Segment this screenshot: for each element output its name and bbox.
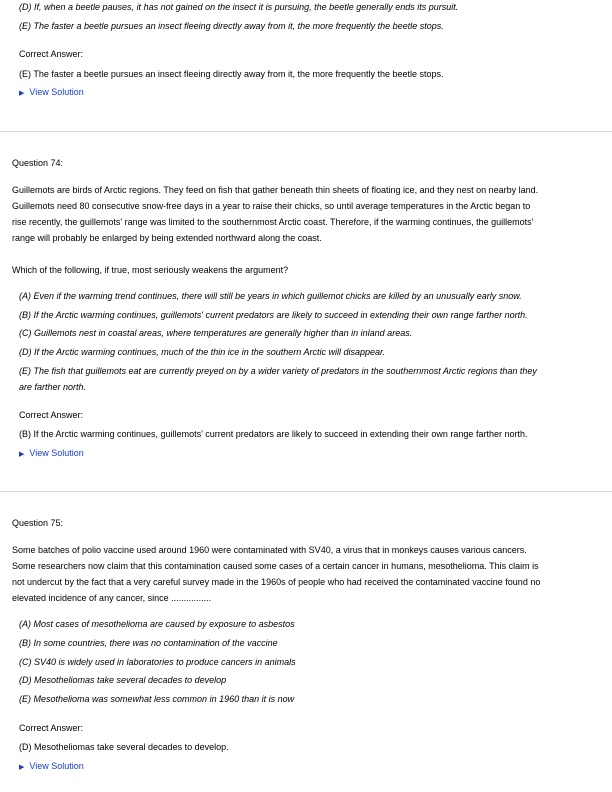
option-e: (E) Mesothelioma was somewhat less common in 1960 than it is now <box>19 694 295 704</box>
question-stem-line: Guillemots are birds of Arctic regions. They feed on fish that gather beneath thin sheets of floating ice, and they nest on nearby land. <box>12 185 539 195</box>
question-stem-line: Guillemots need 80 consecutive snow-free days in a year to raise their chicks, so until average temperatures in the Arctic began to <box>12 201 531 211</box>
view-solution-label: View Solution <box>29 87 84 97</box>
option-d: (D) If, when a beetle pauses, it has not gained on the insect it is pursuing, the beetle generally ends its pursuit. <box>19 2 459 12</box>
correct-answer-text: (D) Mesotheliomas take several decades to develop. <box>19 742 229 752</box>
triangle-right-icon: ▶ <box>19 90 25 97</box>
option-c: (C) SV40 is widely used in laboratories to produce cancers in animals <box>19 657 296 667</box>
question-stem-line: not undercut by the fact that a very careful survey made in the 1960s of people who had received the contaminated vaccine found no <box>12 577 541 587</box>
correct-answer-text: (B) If the Arctic warming continues, guillemots' current predators are likely to succeed in extending their own range farther north. <box>19 429 528 439</box>
triangle-right-icon: ▶ <box>19 764 25 771</box>
option-d: (D) Mesotheliomas take several decades to develop <box>19 675 227 685</box>
option-a: (A) Most cases of mesothelioma are caused by exposure to asbestos <box>19 619 295 629</box>
option-d: (D) If the Arctic warming continues, much of the thin ice in the southern Arctic will disappear. <box>19 347 386 357</box>
question-stem-line: rise recently, the guillemots' range was limited to the southernmost Arctic coast. Therefore, if the warming continues, the guillemots' <box>12 217 534 227</box>
correct-answer-text: (E) The faster a beetle pursues an insect fleeing directly away from it, the more frequently the beetle stops. <box>19 69 444 79</box>
view-solution-link[interactable] <box>19 447 84 461</box>
question-stem-line: elevated incidence of any cancer, since ................ <box>12 593 212 603</box>
divider <box>0 131 612 132</box>
option-e-continued: are farther north. <box>19 382 87 392</box>
question-stem-line: Some researchers now claim that this contamination caused some cases of a certain cancer in humans, mesothelioma. This claim is <box>12 561 539 571</box>
question-prompt: Which of the following, if true, most seriously weakens the argument? <box>12 265 289 275</box>
view-solution-link[interactable] <box>19 86 84 100</box>
question-title: Question 75: <box>12 518 64 528</box>
option-a: (A) Even if the warming trend continues, there will still be years in which guillemot chicks are killed by an unusually early snow. <box>19 291 522 301</box>
option-b: (B) If the Arctic warming continues, guillemots' current predators are likely to succeed in extending their own range farther north. <box>19 310 528 320</box>
view-solution-link[interactable] <box>19 760 84 774</box>
correct-answer-label: Correct Answer: <box>19 49 84 59</box>
option-e: (E) The faster a beetle pursues an insect fleeing directly away from it, the more frequently the beetle stops. <box>19 21 444 31</box>
option-b: (B) In some countries, there was no contamination of the vaccine <box>19 638 278 648</box>
option-e: (E) The fish that guillemots eat are currently preyed on by a wider variety of predators in the southernmost Arctic regions than they <box>19 366 537 376</box>
option-c: (C) Guillemots nest in coastal areas, where temperatures are generally higher than in inland areas. <box>19 328 413 338</box>
triangle-right-icon: ▶ <box>19 451 25 458</box>
view-solution-label: View Solution <box>29 448 84 458</box>
view-solution-label: View Solution <box>29 761 84 771</box>
question-stem-line: range will probably be enlarged by being extended northward along the coast. <box>12 233 322 243</box>
divider <box>0 491 612 492</box>
correct-answer-label: Correct Answer: <box>19 410 84 420</box>
question-stem-line: Some batches of polio vaccine used around 1960 were contaminated with SV40, a virus that in monkeys causes various cancers. <box>12 545 527 555</box>
question-title: Question 74: <box>12 158 64 168</box>
correct-answer-label: Correct Answer: <box>19 723 84 733</box>
